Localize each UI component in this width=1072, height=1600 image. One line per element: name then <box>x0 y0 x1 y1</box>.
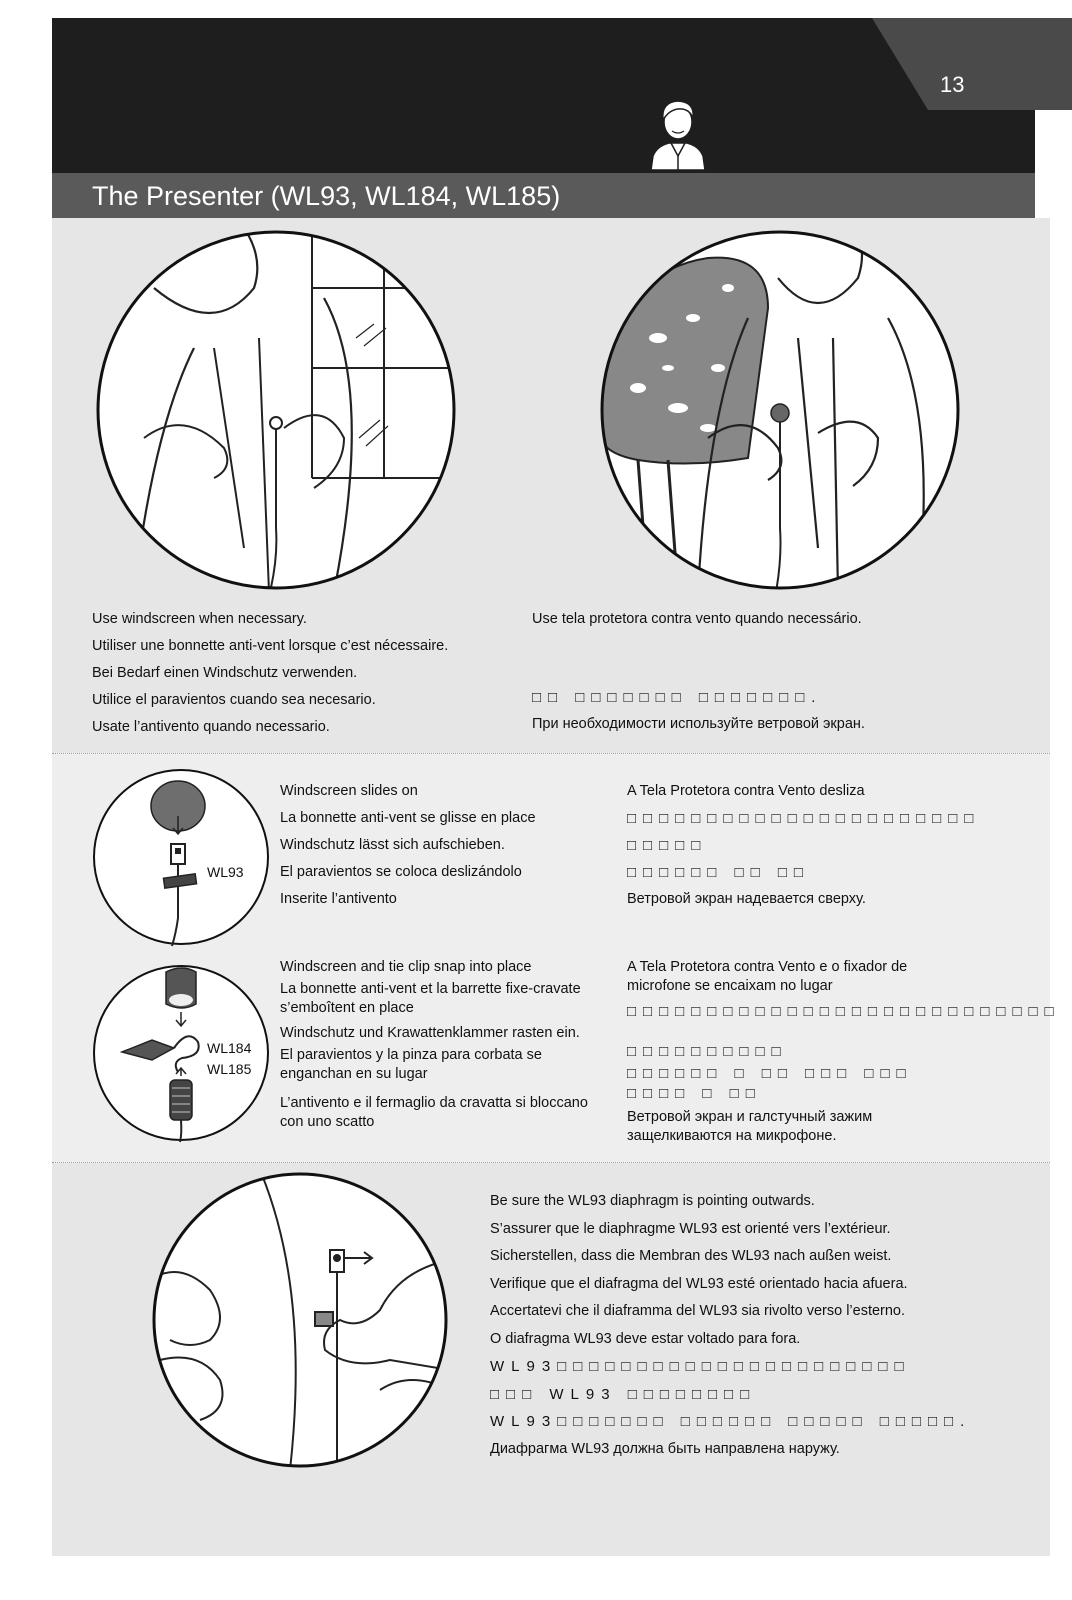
snap-instruction-cjk-1: □□□□□□□□□□□□□□□□□□□□□□□□□□□ <box>627 1003 1061 1020</box>
instruction-de: Windschutz lässt sich aufschieben. <box>280 837 505 853</box>
illustration-wl93-windscreen <box>92 768 270 946</box>
instruction-block-left <box>280 782 536 917</box>
diaphragm-instruction-block <box>490 1192 1030 1467</box>
presenter-icon <box>643 96 713 170</box>
instruction-block-right <box>627 782 987 917</box>
instruction-ru: Ветровой экран надевается сверху. <box>627 891 866 907</box>
diaphragm-en: Be sure the WL93 diaphragm is pointing outwards. <box>490 1193 815 1209</box>
caption-cjk-3: □□ □□□□□□□ □□□□□□□. <box>532 689 823 706</box>
illustration-diaphragm-direction <box>150 1170 450 1470</box>
instruction-fr: La bonnette anti-vent se glisse en place <box>280 810 536 826</box>
caption-block-right <box>532 610 932 742</box>
caption-cjk-2 <box>532 661 932 688</box>
snap-instruction-cjk-3: □□□□□□ □ □□ □□□ □□□ □□□□ □ □□ <box>627 1065 913 1102</box>
instruction-cjk-2: □□□□□ <box>627 837 708 854</box>
diaphragm-ru: Диафрагма WL93 должна быть направлена наружу. <box>490 1440 840 1457</box>
instruction-cjk-3: □□□□□□ □□ □□ <box>627 864 810 881</box>
snap-instruction-ru: Ветровой экран и галстучный зажим защелкиваются на микрофоне. <box>627 1109 873 1144</box>
caption-it: Usate l’antivento quando necessario. <box>92 719 330 735</box>
page-title: The Presenter (WL93, WL184, WL185) <box>92 181 561 211</box>
caption-ru: При необходимости используйте ветровой экран. <box>532 716 865 732</box>
model-label-wl184: WL184 <box>207 1040 252 1056</box>
diaphragm-cjk-1: WL93□□□□□□□□□□□□□□□□□□□□□□ <box>490 1358 911 1375</box>
diaphragm-fr: S’assurer que le diaphragme WL93 est orienté vers l’extérieur. <box>490 1220 891 1237</box>
instruction-es: El paravientos se coloca deslizándolo <box>280 864 522 880</box>
caption-block-left <box>92 610 448 745</box>
caption-fr: Utiliser une bonnette anti-vent lorsque c’est nécessaire. <box>92 638 449 654</box>
model-label-wl185: WL185 <box>207 1061 252 1077</box>
snap-instruction-en: Windscreen and tie clip snap into place <box>280 959 532 975</box>
diaphragm-es: Verifique que el diafragma del WL93 esté orientado hacia afuera. <box>490 1275 908 1292</box>
snap-instruction-fr: La bonnette anti-vent et la barrette fixe-cravate s’emboîtent en place <box>280 981 581 1016</box>
illustration-outdoor-tree <box>598 228 962 592</box>
instruction-it: Inserite l’antivento <box>280 891 397 907</box>
caption-cjk-1 <box>532 637 932 661</box>
model-label-wl93: WL93 <box>207 864 244 880</box>
snap-instruction-pt: A Tela Protetora contra Vento e o fixador de microfone se encaixam no lugar <box>627 959 908 994</box>
page-number: 13 <box>940 72 965 97</box>
instruction-en: Windscreen slides on <box>280 783 418 799</box>
snap-instruction-block-left <box>280 958 600 1134</box>
snap-instruction-block-right <box>627 958 1061 1148</box>
caption-en: Use windscreen when necessary. <box>92 611 307 627</box>
diaphragm-cjk-2: □□□ WL93 □□□□□□□□ <box>490 1385 757 1403</box>
instruction-cjk-1: □□□□□□□□□□□□□□□□□□□□□□ <box>627 810 981 827</box>
snap-instruction-cjk-2: □□□□□□□□□□ <box>627 1043 788 1060</box>
snap-instruction-es: El paravientos y la pinza para corbata se enganchan en su lugar <box>280 1047 542 1082</box>
diaphragm-cjk-3: WL93□□□□□□□ □□□□□□ □□□□□ □□□□□. <box>490 1413 972 1430</box>
caption-pt: Use tela protetora contra vento quando necessário. <box>532 611 862 627</box>
caption-de: Bei Bedarf einen Windschutz verwenden. <box>92 665 358 681</box>
diaphragm-pt: O diafragma WL93 deve estar voltado para fora. <box>490 1330 801 1347</box>
snap-instruction-it: L’antivento e il fermaglio da cravatta si bloccano con uno scatto <box>280 1095 588 1130</box>
diaphragm-it: Accertatevi che il diaframma del WL93 sia rivolto verso l’esterno. <box>490 1303 906 1319</box>
snap-instruction-de: Windschutz und Krawattenklammer rasten ein. <box>280 1025 580 1041</box>
instruction-pt: A Tela Protetora contra Vento desliza <box>627 783 865 799</box>
illustration-indoor-window <box>94 228 458 592</box>
diaphragm-de: Sicherstellen, dass die Membran des WL93 nach außen weist. <box>490 1248 892 1264</box>
caption-es: Utilice el paravientos cuando sea necesario. <box>92 692 376 708</box>
